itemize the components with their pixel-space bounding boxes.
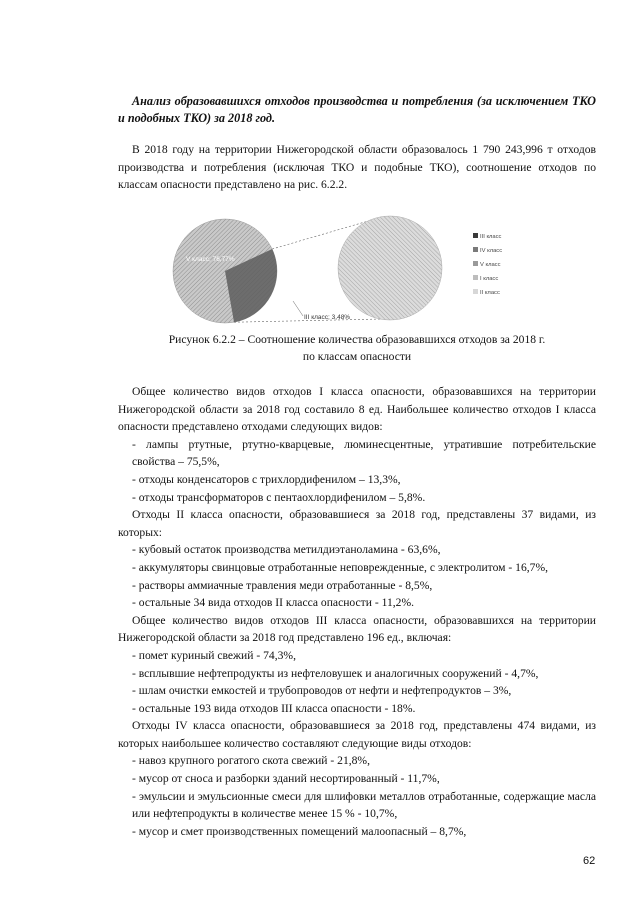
list-item: - отходы конденсаторов с трихлордифенилом – 13,3%, xyxy=(132,472,401,486)
pie-slice-secondary xyxy=(338,216,442,320)
list-item: - аккумуляторы свинцовые отработанные неповрежденные, с электролитом - 16,7%, xyxy=(132,560,549,574)
legend-swatch xyxy=(473,233,478,238)
list-item: - мусор и смет производственных помещений малоопасный – 8,7%, xyxy=(132,824,467,838)
list-item: - кубовый остаток производства метилдиэтаноламина - 63,6%, xyxy=(132,543,441,557)
legend-item: III класс xyxy=(480,234,502,240)
caption-line-1: Рисунок 6.2.2 – Соотношение количества образовавшихся отходов за 2018 г. xyxy=(168,333,546,346)
data-label-v: V класс; 76,77% xyxy=(186,256,235,263)
intro-paragraph: В 2018 году на территории Нижегородской области образовалось 1 790 243,996 т отходов производства и потребления (исключая ТКО и подобные ТКО), соотношение отходов по классам опасности представлено на рис. 6.2.2. xyxy=(118,143,596,192)
list-item: - мусор от сноса и разборки зданий несортированный - 11,7%, xyxy=(132,772,440,786)
main-pie xyxy=(173,219,277,323)
list-item: - шлам очистки емкостей и трубопроводов от нефти и нефтепродуктов – 3%, xyxy=(132,684,512,698)
list-item: - всплывшие нефтепродукты из нефтеловушек и аналогичных сооружений - 4,7%, xyxy=(132,666,539,680)
data-label-iii: III класс; 3,48% xyxy=(304,314,351,321)
body-text xyxy=(118,383,596,840)
legend-item: V класс xyxy=(480,262,501,268)
list-item: - растворы аммиачные травления меди отработанные - 8,5%, xyxy=(132,578,433,592)
paragraph: Отходы IV класса опасности, образовавшиеся за 2018 год, представлены 474 видами, из которых наибольшее количество составляют следующие виды отходов: xyxy=(118,719,596,750)
figure-caption xyxy=(118,331,596,365)
list-item: - помет куриный свежий - 74,3%, xyxy=(132,648,296,662)
pie-chart-svg xyxy=(168,213,518,329)
label-leader xyxy=(293,301,303,316)
list-item: - эмульсии и эмульсионные смеси для шлифовки металлов отработанные, содержащие масла или нефтепродукты в количестве менее 15 % - 10,7%, xyxy=(132,789,596,821)
page-number: 62 xyxy=(583,855,596,867)
list-item: - навоз крупного рогатого скота свежий - 21,8%, xyxy=(132,754,370,768)
list-item: - остальные 34 вида отходов II класса опасности - 11,2%. xyxy=(132,596,415,610)
paragraph: Общее количество видов отходов III класса опасности, образовавшихся на территории Нижегородской области за 2018 год представлено 196 ед., включая: xyxy=(118,613,596,645)
secondary-pie xyxy=(338,216,442,320)
pie-chart xyxy=(168,213,518,329)
list-item: - остальные 193 вида отходов III класса опасности - 18%. xyxy=(132,701,416,715)
list-item: - лампы ртутные, ртутно-кварцевые, люминесцентные, утратившие потребительские свойства – 75,5%, xyxy=(132,437,596,469)
legend-swatch xyxy=(473,261,478,266)
legend-item: II класс xyxy=(480,290,500,296)
legend-item: I класс xyxy=(480,276,499,282)
list-item: - отходы трансформаторов с пентаохлордифенилом – 5,8%. xyxy=(132,490,426,504)
legend-swatch xyxy=(473,289,478,294)
paragraph: Отходы II класса опасности, образовавшиеся за 2018 год, представлены 37 видами, из которых: xyxy=(118,508,596,539)
legend-swatch xyxy=(473,247,478,252)
legend-swatch xyxy=(473,275,478,280)
legend xyxy=(473,233,502,296)
legend-item: IV класс xyxy=(480,248,503,254)
caption-line-2: по классам опасности xyxy=(302,350,412,363)
paragraph: Общее количество видов отходов I класса опасности, образовавшихся на территории Нижегородской области за 2018 год составило 8 ед. Наибольшее количество отходов I класса опасности представлено отходами следующих видов: xyxy=(118,385,596,434)
section-heading: Анализ образовавшихся отходов производства и потребления (за исключением ТКО и подобных ТКО) за 2018 год. xyxy=(118,94,596,125)
